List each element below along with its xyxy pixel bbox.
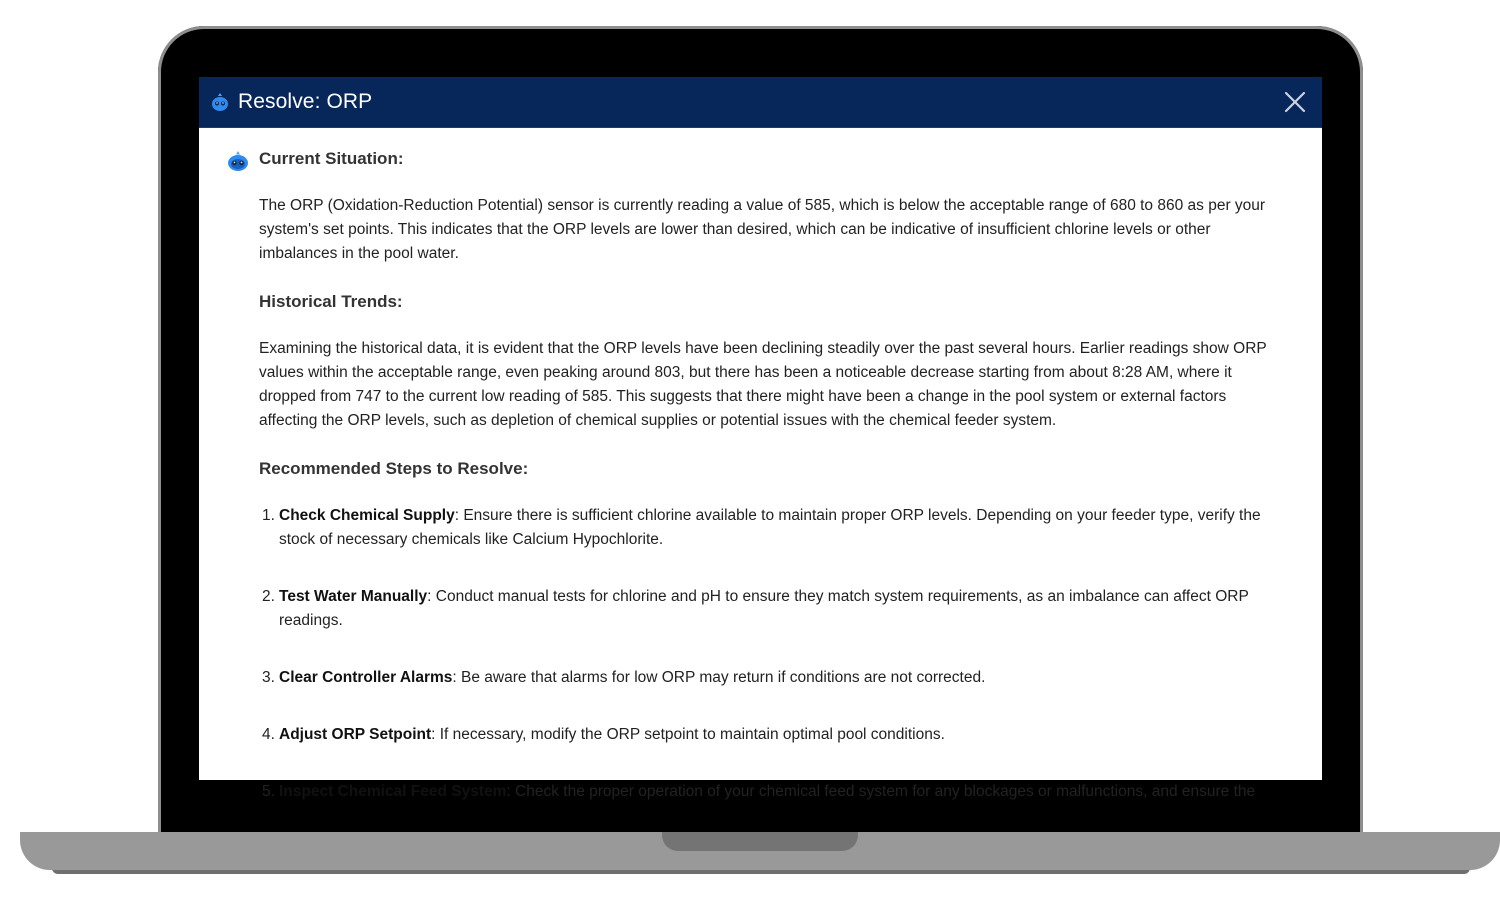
dialog-title: Resolve: ORP [238,90,373,113]
step-text: : Conduct manual tests for chlorine and pH to ensure they match system requirements, as an imbalance can affect ORP readings. [279,588,1249,629]
laptop-notch [662,832,858,851]
step-item [279,780,1285,804]
historical-trends-heading: Historical Trends: [259,292,403,311]
step-title: Clear Controller Alarms [279,669,453,686]
step-text: : Ensure there is sufficient chlorine available to maintain proper ORP levels. Depending on your feeder type, verify the stock of necessary chemicals like Calcium Hypochlorite. [279,507,1261,548]
resolve-dialog [199,77,1322,800]
close-button[interactable] [1282,89,1308,115]
step-title: Check Chemical Supply [279,507,455,524]
close-icon [1283,90,1307,114]
recommended-steps-heading: Recommended Steps to Resolve: [259,459,529,478]
current-situation-text: The ORP (Oxidation-Reduction Potential) sensor is currently reading a value of 585, which is below the acceptable range of 680 to 860 as per your system's set points. This indicates that the ORP levels are lower than desired, which can be indicative of insufficient chlorine levels or other imbalances in the pool water. [259,197,1266,262]
step-title: Inspect Chemical Feed System [279,783,507,800]
assistant-bot-icon [211,92,229,112]
step-title: Test Water Manually [279,588,428,605]
step-title: Adjust ORP Setpoint [279,726,432,743]
current-situation-heading-row [259,128,1285,169]
dialog-content [199,128,1322,804]
current-situation-heading: Current Situation: [259,149,404,168]
recommended-steps-list [259,504,1285,804]
step-item [279,585,1285,633]
assistant-avatar-icon [227,150,249,172]
step-item [279,504,1285,552]
step-item [279,723,1285,747]
historical-trends-text: Examining the historical data, it is evident that the ORP levels have been declining steadily over the past several hours. Earlier readings show ORP values within the acceptable range, even peaking around 803, but there has been a noticeable decrease starting from about 8:28 AM, where it dropped from 747 to the current low reading of 585. This suggests that there might have been a change in the pool system or external factors affecting the ORP levels, such as depletion of chemical supplies or potential issues with the chemical feeder system. [259,340,1267,429]
step-text: : Check the proper operation of your chemical feed system for any blockages or malfunctions, and ensure the [506,783,1256,800]
step-text: : If necessary, modify the ORP setpoint to maintain optimal pool conditions. [431,726,945,743]
step-item [279,666,1285,690]
step-text: : Be aware that alarms for low ORP may return if conditions are not corrected. [452,669,986,686]
dialog-titlebar [199,77,1322,128]
